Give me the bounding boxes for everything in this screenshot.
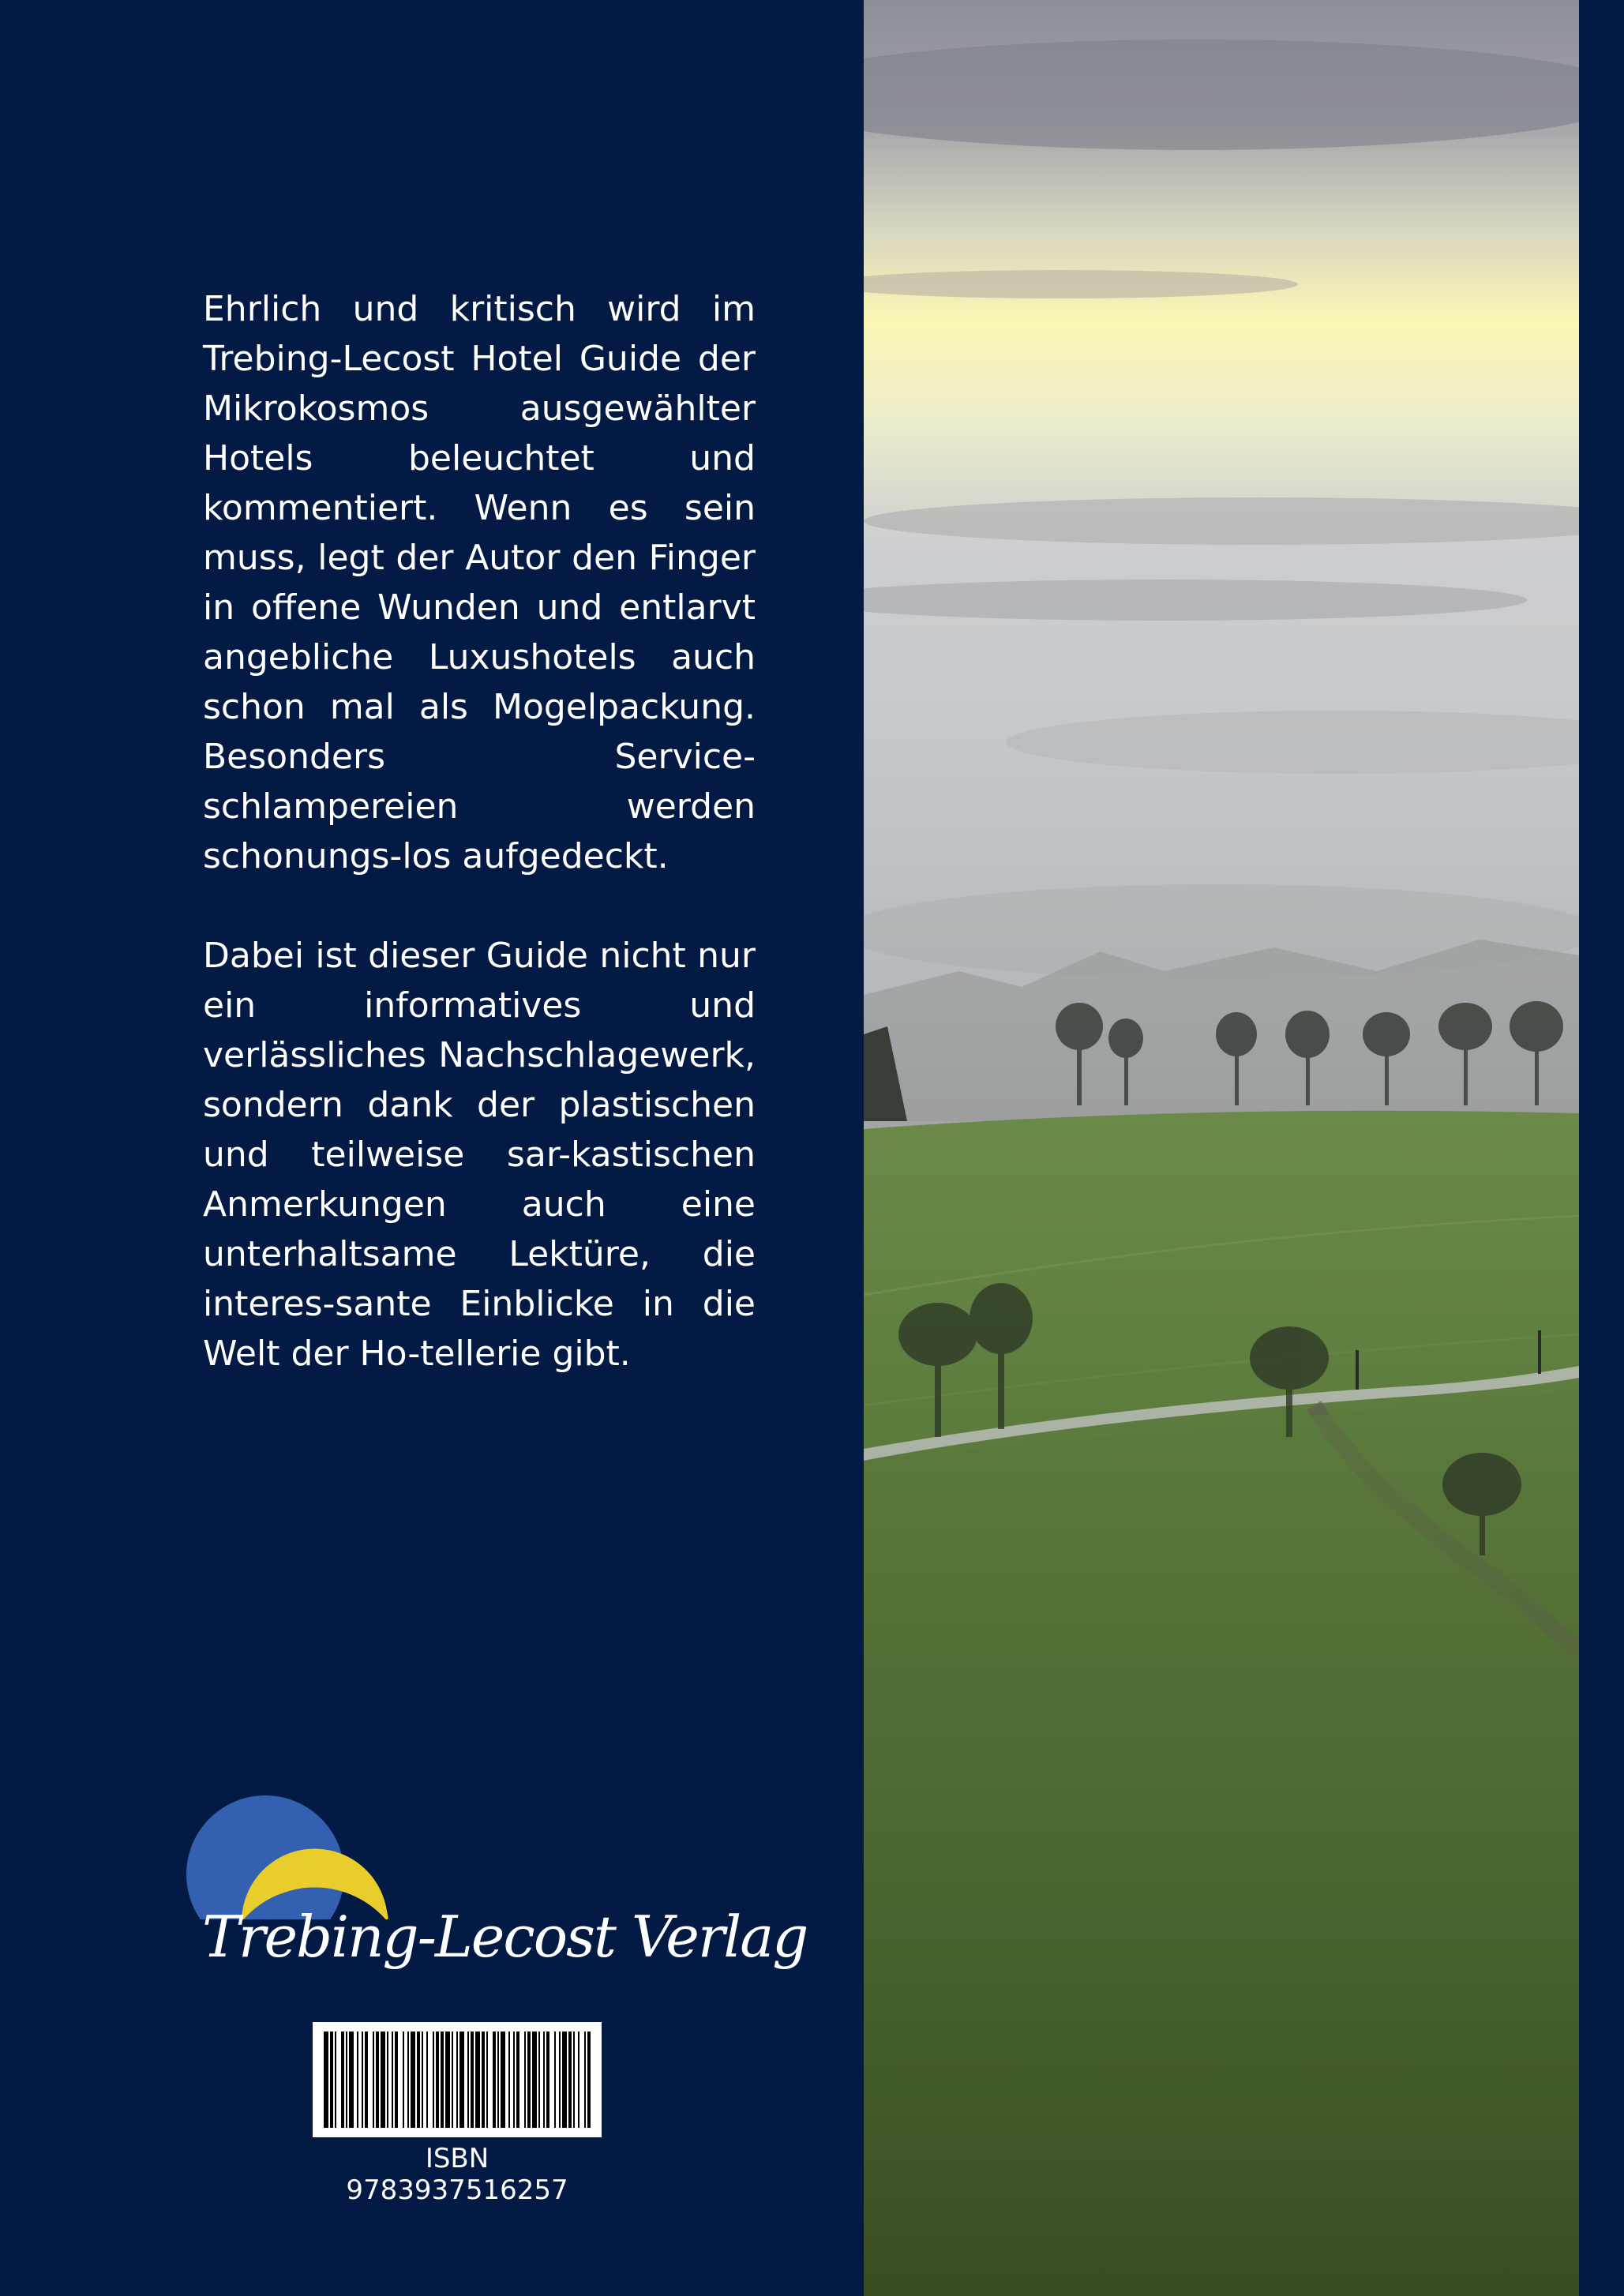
barcode-bar <box>417 2032 420 2128</box>
barcode-bar <box>411 2032 415 2128</box>
barcode-bar <box>373 2032 374 2128</box>
barcode-bar <box>422 2032 423 2128</box>
barcode-bar <box>436 2032 439 2128</box>
blurb-paragraph-2: Dabei ist dieser Guide nicht nur ein informatives und verlässliches Nachschlagewerk, sondern dank der plastischen und teilweise sar-kastischen Anmerkungen auch eine unterhaltsame Lektüre, die interes-sante Einblicke in die Welt der Ho-tellerie gibt. <box>203 936 756 1374</box>
sun-moon-logo-icon <box>186 1795 423 1922</box>
foggy-landscape-photo <box>864 0 1579 2296</box>
barcode-icon <box>313 2022 602 2137</box>
barcode-bar <box>387 2032 388 2128</box>
barcode-bar <box>486 2032 488 2128</box>
barcode-bar <box>493 2032 496 2128</box>
barcode-bar <box>543 2032 545 2128</box>
barcode-bar <box>467 2032 469 2128</box>
barcode-bar <box>452 2032 453 2128</box>
barcode-bar <box>445 2032 450 2128</box>
barcode-bar <box>554 2032 556 2128</box>
barcode <box>313 2022 602 2137</box>
barcode-bar <box>459 2032 464 2128</box>
barcode-bar <box>330 2032 333 2128</box>
barcode-bar <box>546 2032 549 2128</box>
barcode-bar <box>392 2032 393 2128</box>
barcode-bar <box>346 2032 347 2128</box>
barcode-bar <box>403 2032 404 2128</box>
barcode-bar <box>578 2032 579 2128</box>
barcode-bar <box>407 2032 409 2128</box>
barcode-bar <box>501 2032 505 2128</box>
barcode-bar <box>562 2032 567 2128</box>
publisher-name: Trebing-Lecost Verlag <box>202 1904 808 1970</box>
barcode-bar <box>395 2032 398 2128</box>
barcode-bar <box>587 2032 591 2128</box>
barcode-bar <box>335 2032 336 2128</box>
barcode-bar <box>513 2032 515 2128</box>
barcode-bar <box>538 2032 540 2128</box>
barcode-bar <box>584 2032 586 2128</box>
barcode-bar <box>497 2032 499 2128</box>
barcode-bar <box>362 2032 363 2128</box>
barcode-bar <box>381 2032 385 2128</box>
isbn-number: ISBN 9783937516257 <box>346 2143 568 2206</box>
barcode-bar <box>524 2032 526 2128</box>
barcode-bar <box>482 2032 485 2128</box>
barcode-bar <box>433 2032 434 2128</box>
barcode-bar <box>573 2032 575 2128</box>
barcode-bar <box>341 2032 344 2128</box>
barcode-bar <box>365 2032 368 2128</box>
barcode-bar <box>559 2032 561 2128</box>
barcode-bar <box>441 2032 444 2128</box>
blurb-text <box>203 284 756 1379</box>
landscape-photo <box>864 0 1579 2296</box>
blurb-paragraph-1: Ehrlich und kritisch wird im Trebing-Lecost Hotel Guide der Mikrokosmos ausgewählter Hotels beleuchtet und kommentiert. Wenn es sein muss, legt der Autor den Finger in offene Wunden und entlarvt angebliche Luxushotels auch schon mal als Mogelpackung. Besonders Service-schlampereien werden schonungs-los aufgedeckt. <box>203 289 756 876</box>
barcode-bar <box>475 2032 480 2128</box>
barcode-bar <box>568 2032 572 2128</box>
barcode-bar <box>456 2032 458 2128</box>
barcode-bar <box>508 2032 510 2128</box>
barcode-bar <box>471 2032 474 2128</box>
barcode-bar <box>376 2032 379 2128</box>
barcode-bar <box>516 2032 519 2128</box>
barcode-bar <box>349 2032 354 2128</box>
right-edge-strip <box>1579 0 1624 2296</box>
barcode-bar <box>532 2032 537 2128</box>
barcode-bar <box>527 2032 531 2128</box>
barcode-bar <box>324 2032 328 2128</box>
barcode-bar <box>357 2032 358 2128</box>
publisher-logo <box>186 1795 808 1993</box>
barcode-bar <box>426 2032 428 2128</box>
